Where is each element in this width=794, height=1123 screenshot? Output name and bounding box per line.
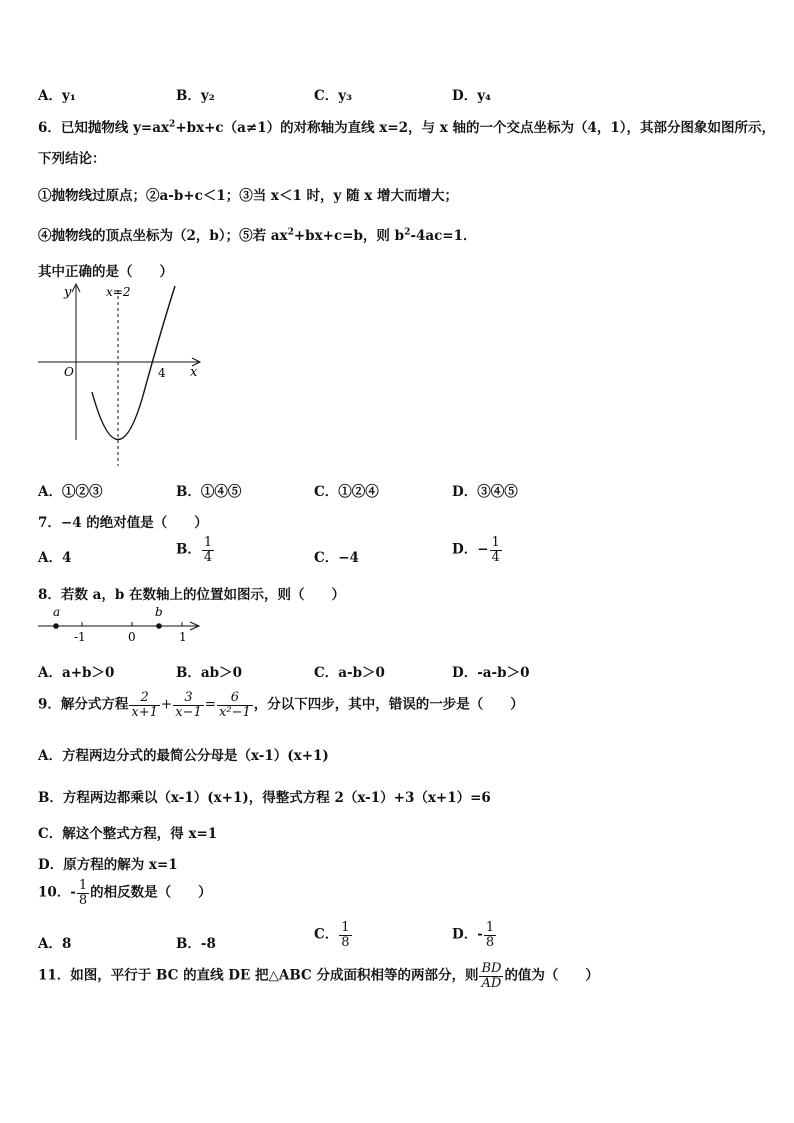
q9-fraction-2: $\frac{3}{x-1}$ — [175, 690, 202, 720]
q7-b-fraction: $\frac{1}{4}$ — [203, 535, 213, 565]
q10-fraction: $\frac{1}{8}$ — [78, 878, 88, 908]
q9-option-d[interactable]: D．原方程的解为 x=1 — [38, 857, 178, 873]
q6-question: 其中正确的是（ ） — [38, 264, 173, 280]
q10-c-fraction: $\frac{1}{8}$ — [341, 920, 350, 950]
q5-option-d[interactable]: D．y₄ — [452, 88, 491, 104]
q8-option-a[interactable]: A．a+b＞0 — [38, 665, 115, 681]
q10-option-b[interactable]: B．-8 — [176, 936, 216, 952]
axis-label: x=2 — [106, 285, 131, 299]
q8-option-d[interactable]: D．-a-b＞0 — [452, 665, 530, 681]
q7-option-a[interactable]: A．4 — [38, 550, 72, 566]
parabola-curve — [92, 286, 175, 440]
label-b: b — [155, 605, 163, 619]
q10-d-fraction: $\frac{1}{8}$ — [485, 920, 495, 950]
q10-option-d[interactable]: D．- $\frac{1}{8}$ — [452, 920, 495, 950]
label-zero: 0 — [128, 630, 136, 644]
q5-option-a[interactable]: A．y₁ — [38, 88, 76, 104]
q6-option-d[interactable]: D．③④⑤ — [452, 484, 518, 500]
q8-stem: 8．若数 a，b 在数轴上的位置如图示，则（ ） — [38, 587, 345, 603]
q11-fraction: $\frac{BD}{AD}$ — [481, 961, 502, 991]
q6-stem-line2: 下列结论： — [38, 151, 106, 167]
q6-option-c[interactable]: C．①②④ — [314, 484, 379, 500]
q6-option-a[interactable]: A．①②③ — [38, 484, 103, 500]
x-label: x — [190, 365, 198, 380]
q8-number-line — [36, 603, 206, 645]
label-one: 1 — [179, 630, 187, 644]
q7-option-d[interactable]: D．− $\frac{1}{4}$ — [452, 535, 500, 565]
q7-stem: 7．−4 的绝对值是（ ） — [38, 515, 208, 531]
q6-stem: 6．已知抛物线 $y=ax^2+bx+c(a\ne 1)$的对称轴为直线 x=2，与 x 轴的一个交点坐标为（4，1），其部分图象如图所示， — [38, 119, 776, 136]
label-a: a — [53, 605, 61, 619]
q8-option-b[interactable]: B．ab＞0 — [176, 665, 242, 681]
q9-option-a[interactable]: A．方程两边分式的最简公分母是（x-1）(x+1) — [38, 748, 329, 764]
q6-statements-1: ①抛物线过原点；②a-b+c＜1；③当 x＜1 时，y 随 x 增大而增大； — [38, 188, 459, 204]
q6-statements-2: ④抛物线的顶点坐标为（2，b）；⑤若 $ax^2+bx+c=b$，则 $b^2-4ac=1$． — [38, 227, 477, 244]
q9-fraction-1: $\frac{2}{x+1}$ — [131, 690, 158, 720]
q10-option-c[interactable]: C． $\frac{1}{8}$ — [314, 920, 350, 950]
q9-option-c[interactable]: C．解这个整式方程，得 x=1 — [38, 826, 218, 842]
q9-option-b[interactable]: B．方程两边都乘以（x-1）(x+1)，得整式方程 2（x-1）+3（x+1）=6 — [38, 790, 491, 806]
q7-d-fraction: $\frac{1}{4}$ — [491, 535, 500, 565]
q10-option-a[interactable]: A．8 — [38, 936, 72, 952]
point-b — [156, 623, 162, 629]
q11-stem: 11．如图，平行于 BC 的直线 DE 把△ABC 分成面积相等的两部分，则 $\frac{BD}{AD}$ 的值为（ ） — [38, 961, 599, 991]
q7-option-c[interactable]: C．−4 — [314, 550, 359, 566]
label-minus-one: -1 — [74, 630, 86, 644]
q9-stem: 9．解分式方程 $\frac{2}{x+1}$ + $\frac{3}{x-1}$ = $\frac{6}{\text{x²−1}}$ ，分以下四步，其中，错误的一步是（ ） — [38, 690, 524, 720]
root-label: 4 — [158, 366, 166, 380]
q5-option-c[interactable]: C．y₃ — [314, 88, 353, 104]
q8-option-c[interactable]: C．a-b＞0 — [314, 665, 385, 681]
q9-fraction-3: $\frac{6}{\text{x²−1}}$ — [219, 690, 251, 720]
q6-parabola-graph — [36, 282, 206, 468]
q6-option-b[interactable]: B．①④⑤ — [176, 484, 242, 500]
q10-stem: 10．- $\frac{1}{8}$ 的相反数是（ ） — [38, 878, 212, 908]
origin-label: O — [64, 365, 74, 379]
y-label: y — [64, 285, 72, 300]
q7-option-b[interactable]: B． $\frac{1}{4}$ — [176, 535, 213, 565]
q5-option-b[interactable]: B．y₂ — [176, 88, 215, 104]
point-a — [53, 623, 59, 629]
